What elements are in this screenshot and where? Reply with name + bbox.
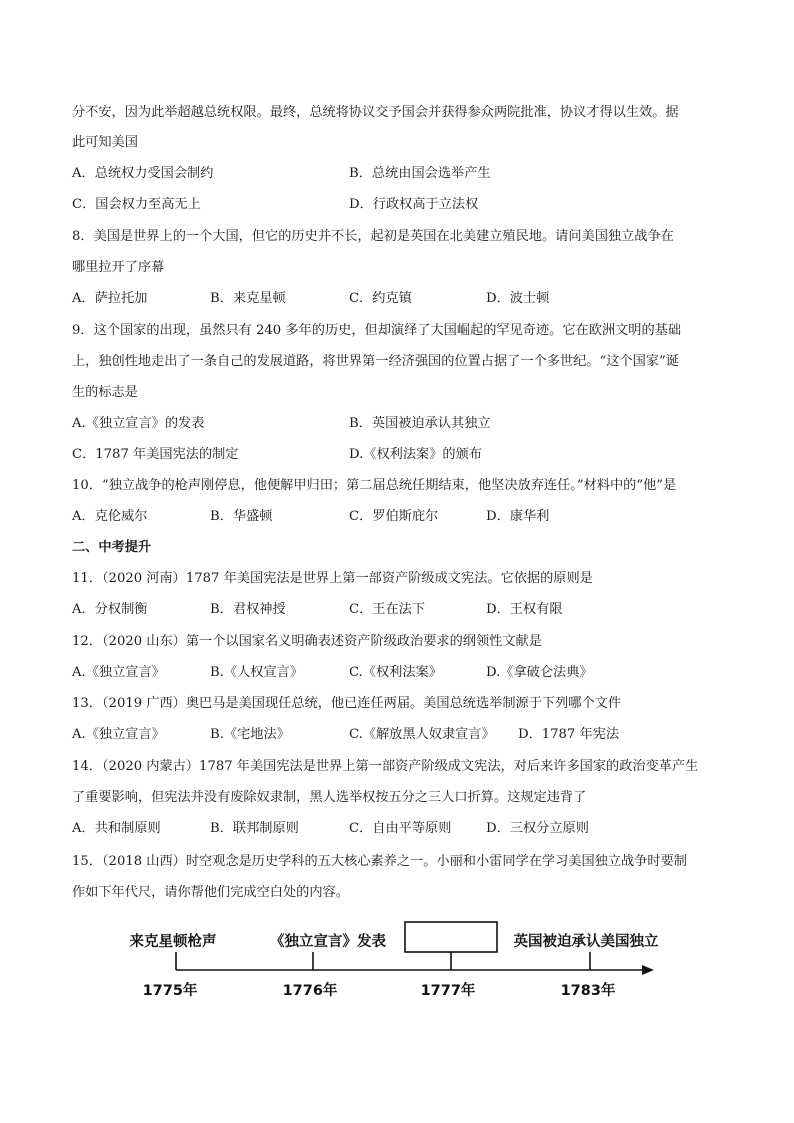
q7-option-c: C．国会权力至高无上 xyxy=(72,197,201,212)
q14-option-d: D．三权分立原则 xyxy=(486,821,589,836)
q10-option-a: A．克伦威尔 xyxy=(72,509,148,524)
q9-option-a: A.《独立宣言》的发表 xyxy=(72,416,205,431)
q12-option-c: C.《权利法案》 xyxy=(349,665,442,680)
q15-stem-line1: 15．（2018 山西）时空观念是历史学科的五大核心素养之一。小丽和小雷同学在学习美国独立战争时要制 xyxy=(72,854,687,869)
q11-option-c: C．王在法下 xyxy=(349,602,426,617)
timeline-year-2: 1776年 xyxy=(282,983,338,999)
timeline-blank-box[interactable] xyxy=(405,922,497,952)
q10-option-d: D．康华利 xyxy=(486,509,550,524)
q8-option-a: A．萨拉托加 xyxy=(72,291,148,306)
section-heading: 二、中考提升 xyxy=(72,540,152,555)
q14-option-c: C．自由平等原则 xyxy=(349,821,452,836)
q9-stem-line1: 9．这个国家的出现，虽然只有 240 多年的历史，但却演绎了大国崛起的罕见奇迹。它在欧洲文明的基础 xyxy=(72,323,682,338)
q11-stem: 11．（2020 河南）1787 年美国宪法是世界上第一部资产阶级成文宪法。它依据的原则是 xyxy=(72,571,593,586)
q8-stem-line2: 哪里拉开了序幕 xyxy=(72,260,165,275)
q12-stem: 12．（2020 山东）第一个以国家名义明确表述资产阶级政治要求的纲领性文献是 xyxy=(72,634,542,649)
q7-stem-line2: 此可知美国 xyxy=(72,135,138,150)
q12-option-b: B.《人权宣言》 xyxy=(210,665,304,680)
timeline-event-4: 英国被迫承认美国独立 xyxy=(513,934,659,950)
q8-option-b: B．来克星顿 xyxy=(210,291,286,306)
timeline-year-1: 1775年 xyxy=(142,983,198,999)
q14-stem-line2: 了重要影响，但宪法并没有废除奴隶制，黑人选举权按五分之三人口折算。这规定违背了 xyxy=(72,790,587,805)
q13-option-d: D．1787 年宪法 xyxy=(518,727,620,742)
q12-option-d: D.《拿破仑法典》 xyxy=(486,665,593,680)
q14-option-a: A．共和制原则 xyxy=(72,821,161,836)
q8-option-d: D．波士顿 xyxy=(486,291,550,306)
timeline-year-4: 1783年 xyxy=(560,983,616,999)
q11-option-b: B．君权神授 xyxy=(210,602,286,617)
q7-stem-line1: 分不安，因为此举超越总统权限。最终，总统将协议交予国会并获得参众两院批准，协议才得以生效。据 xyxy=(72,105,679,120)
timeline-event-1: 来克星顿枪声 xyxy=(129,934,217,950)
q9-option-c: C．1787 年美国宪法的制定 xyxy=(72,447,239,462)
timeline-year-3: 1777年 xyxy=(420,983,476,999)
q14-stem-line1: 14．（2020 内蒙古）1787 年美国宪法是世界上第一部资产阶级成文宪法，对后来许多国家的政治变革产生 xyxy=(72,759,699,774)
q8-stem-line1: 8．美国是世界上的一个大国，但它的历史并不长，起初是英国在北美建立殖民地。请问美国独立战争在 xyxy=(72,229,674,244)
q13-stem: 13．（2019 广西）奥巴马是美国现任总统，他已连任两届。美国总统选举制源于下列哪个文件 xyxy=(72,696,622,711)
q14-option-b: B．联邦制原则 xyxy=(210,821,299,836)
q11-option-d: D．王权有限 xyxy=(486,602,563,617)
q9-stem-line2: 上，独创性地走出了一条自己的发展道路，将世界第一经济强国的位置占据了一个多世纪。“这个国家”诞 xyxy=(72,354,679,369)
q9-option-d: D.《权利法案》的颁布 xyxy=(349,447,482,462)
q8-option-c: C．约克镇 xyxy=(349,291,412,306)
timeline-arrow-icon xyxy=(642,965,654,975)
q7-option-b: B．总统由国会选举产生 xyxy=(349,166,491,181)
q9-option-b: B．英国被迫承认其独立 xyxy=(349,416,491,431)
timeline-event-2: 《独立宣言》发表 xyxy=(270,934,386,950)
q9-stem-line3: 生的标志是 xyxy=(72,385,138,400)
q10-option-b: B．华盛顿 xyxy=(210,509,273,524)
q15-stem-line2: 作如下年代尺，请你帮他们完成空白处的内容。 xyxy=(72,885,349,900)
q10-option-c: C．罗伯斯庇尔 xyxy=(349,509,439,524)
q7-option-a: A．总统权力受国会制约 xyxy=(72,166,214,181)
q13-option-b: B.《宅地法》 xyxy=(210,727,290,742)
q13-option-a: A.《独立宣言》 xyxy=(72,727,165,742)
q10-stem: 10．“独立战争的枪声刚停息，他便解甲归田；第二届总统任期结束，他坚决放弃连任。”材料中的“他”是 xyxy=(72,478,677,493)
q7-option-d: D．行政权高于立法权 xyxy=(349,197,479,212)
q12-option-a: A.《独立宣言》 xyxy=(72,665,165,680)
q13-option-c: C.《解放黑人奴隶宣言》 xyxy=(349,727,495,742)
q11-option-a: A．分权制衡 xyxy=(72,602,148,617)
timeline-figure xyxy=(0,915,794,1010)
